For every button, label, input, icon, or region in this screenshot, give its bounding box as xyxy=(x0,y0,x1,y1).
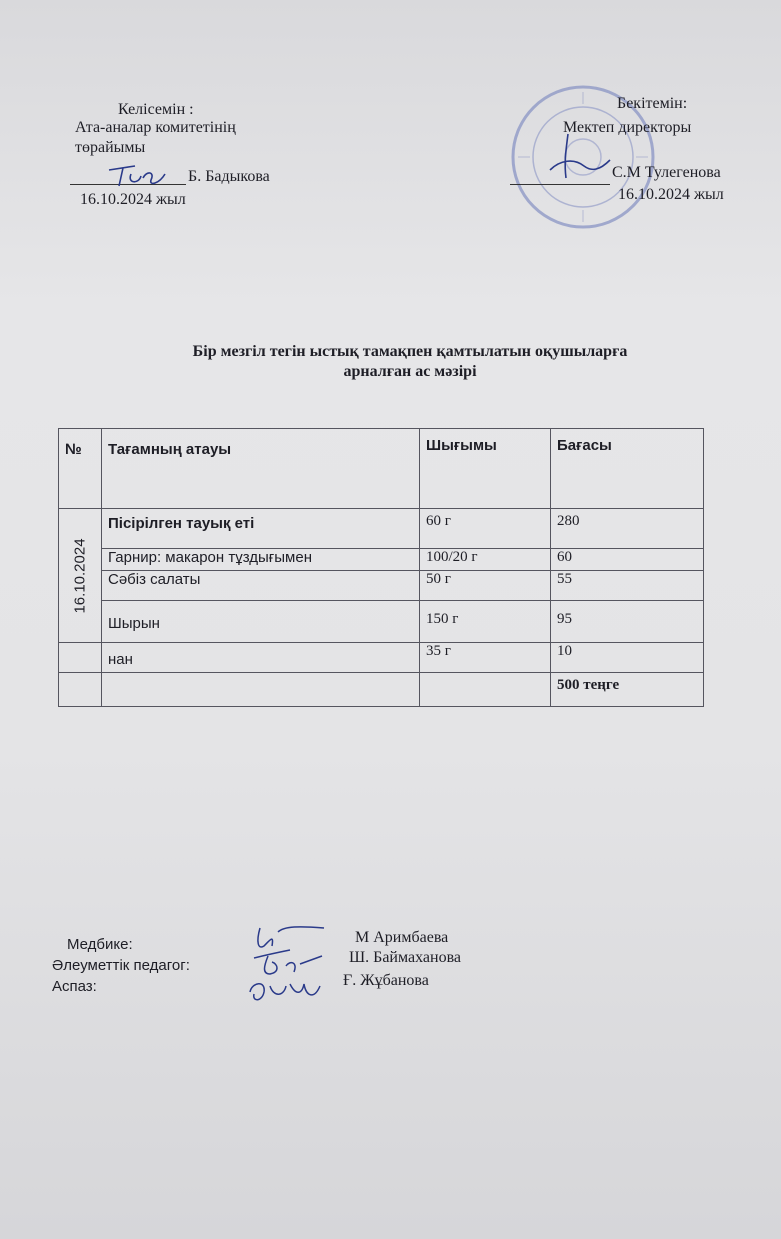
dish-name: Пісірілген тауық еті xyxy=(102,509,420,549)
right-signature-image xyxy=(540,130,620,190)
dish-price: 55 xyxy=(551,571,704,601)
dish-name: Гарнир: макарон тұздығымен xyxy=(102,549,420,571)
title-line1: Бір мезгіл тегін ыстық тамақпен қамтылатын оқушыларға xyxy=(192,343,628,360)
cook-label: Аспаз: xyxy=(52,978,97,995)
left-date: 16.10.2024 жыл xyxy=(80,191,186,208)
dish-yield: 50 г xyxy=(420,571,551,601)
director-position: Мектеп директоры xyxy=(563,119,692,136)
right-signature-line xyxy=(510,184,610,185)
dish-name: Шырын xyxy=(102,601,420,643)
empty-cell xyxy=(420,673,551,707)
table-row xyxy=(59,571,704,601)
document-title xyxy=(100,342,720,382)
total-price: 500 теңге xyxy=(551,673,704,707)
date-cell xyxy=(59,509,102,643)
table-row xyxy=(59,549,704,571)
empty-cell xyxy=(59,643,102,673)
table-row xyxy=(59,509,704,549)
table-row xyxy=(59,643,704,673)
staff-signatures-image xyxy=(240,920,340,1015)
agreed-label: Келісемін : xyxy=(118,101,194,118)
dish-name: Сәбіз салаты xyxy=(102,571,420,601)
approved-label: Бекітемін: xyxy=(617,95,688,112)
dish-price: 10 xyxy=(551,643,704,673)
title-line2: арналған ас мәзірі xyxy=(343,363,477,380)
dish-price: 280 xyxy=(551,509,704,549)
col-price-header: Бағасы xyxy=(551,429,704,509)
empty-cell xyxy=(59,673,102,707)
menu-table xyxy=(58,428,704,707)
table-row xyxy=(59,601,704,643)
left-signer: Б. Бадыкова xyxy=(188,168,270,185)
date-vertical: 16.10.2024 xyxy=(71,537,89,614)
col-number-header: № xyxy=(59,429,102,509)
committee-line1: Ата-аналар комитетінің xyxy=(75,119,236,136)
dish-price: 60 xyxy=(551,549,704,571)
pedagog-name: Ш. Баймаханова xyxy=(349,949,462,966)
dish-name: нан xyxy=(102,643,420,673)
dish-yield: 150 г xyxy=(420,601,551,643)
dish-yield: 35 г xyxy=(420,643,551,673)
table-total-row xyxy=(59,673,704,707)
right-date: 16.10.2024 жыл xyxy=(618,186,724,203)
nurse-label: Медбике: xyxy=(67,936,133,953)
cook-name: Ғ. Жұбанова xyxy=(343,972,429,989)
dish-price: 95 xyxy=(551,601,704,643)
dish-yield: 100/20 г xyxy=(420,549,551,571)
nurse-name: М Аримбаева xyxy=(355,929,449,946)
dish-yield: 60 г xyxy=(420,509,551,549)
pedagog-label: Әлеуметтік педагог: xyxy=(52,957,190,974)
col-yield-header: Шығымы xyxy=(420,429,551,509)
committee-line2: төрайымы xyxy=(75,139,146,156)
col-name-header: Тағамның атауы xyxy=(102,429,420,509)
empty-cell xyxy=(102,673,420,707)
right-signer: С.М Тулегенова xyxy=(612,164,721,181)
left-signature-image xyxy=(105,160,175,190)
table-header-row xyxy=(59,429,704,509)
